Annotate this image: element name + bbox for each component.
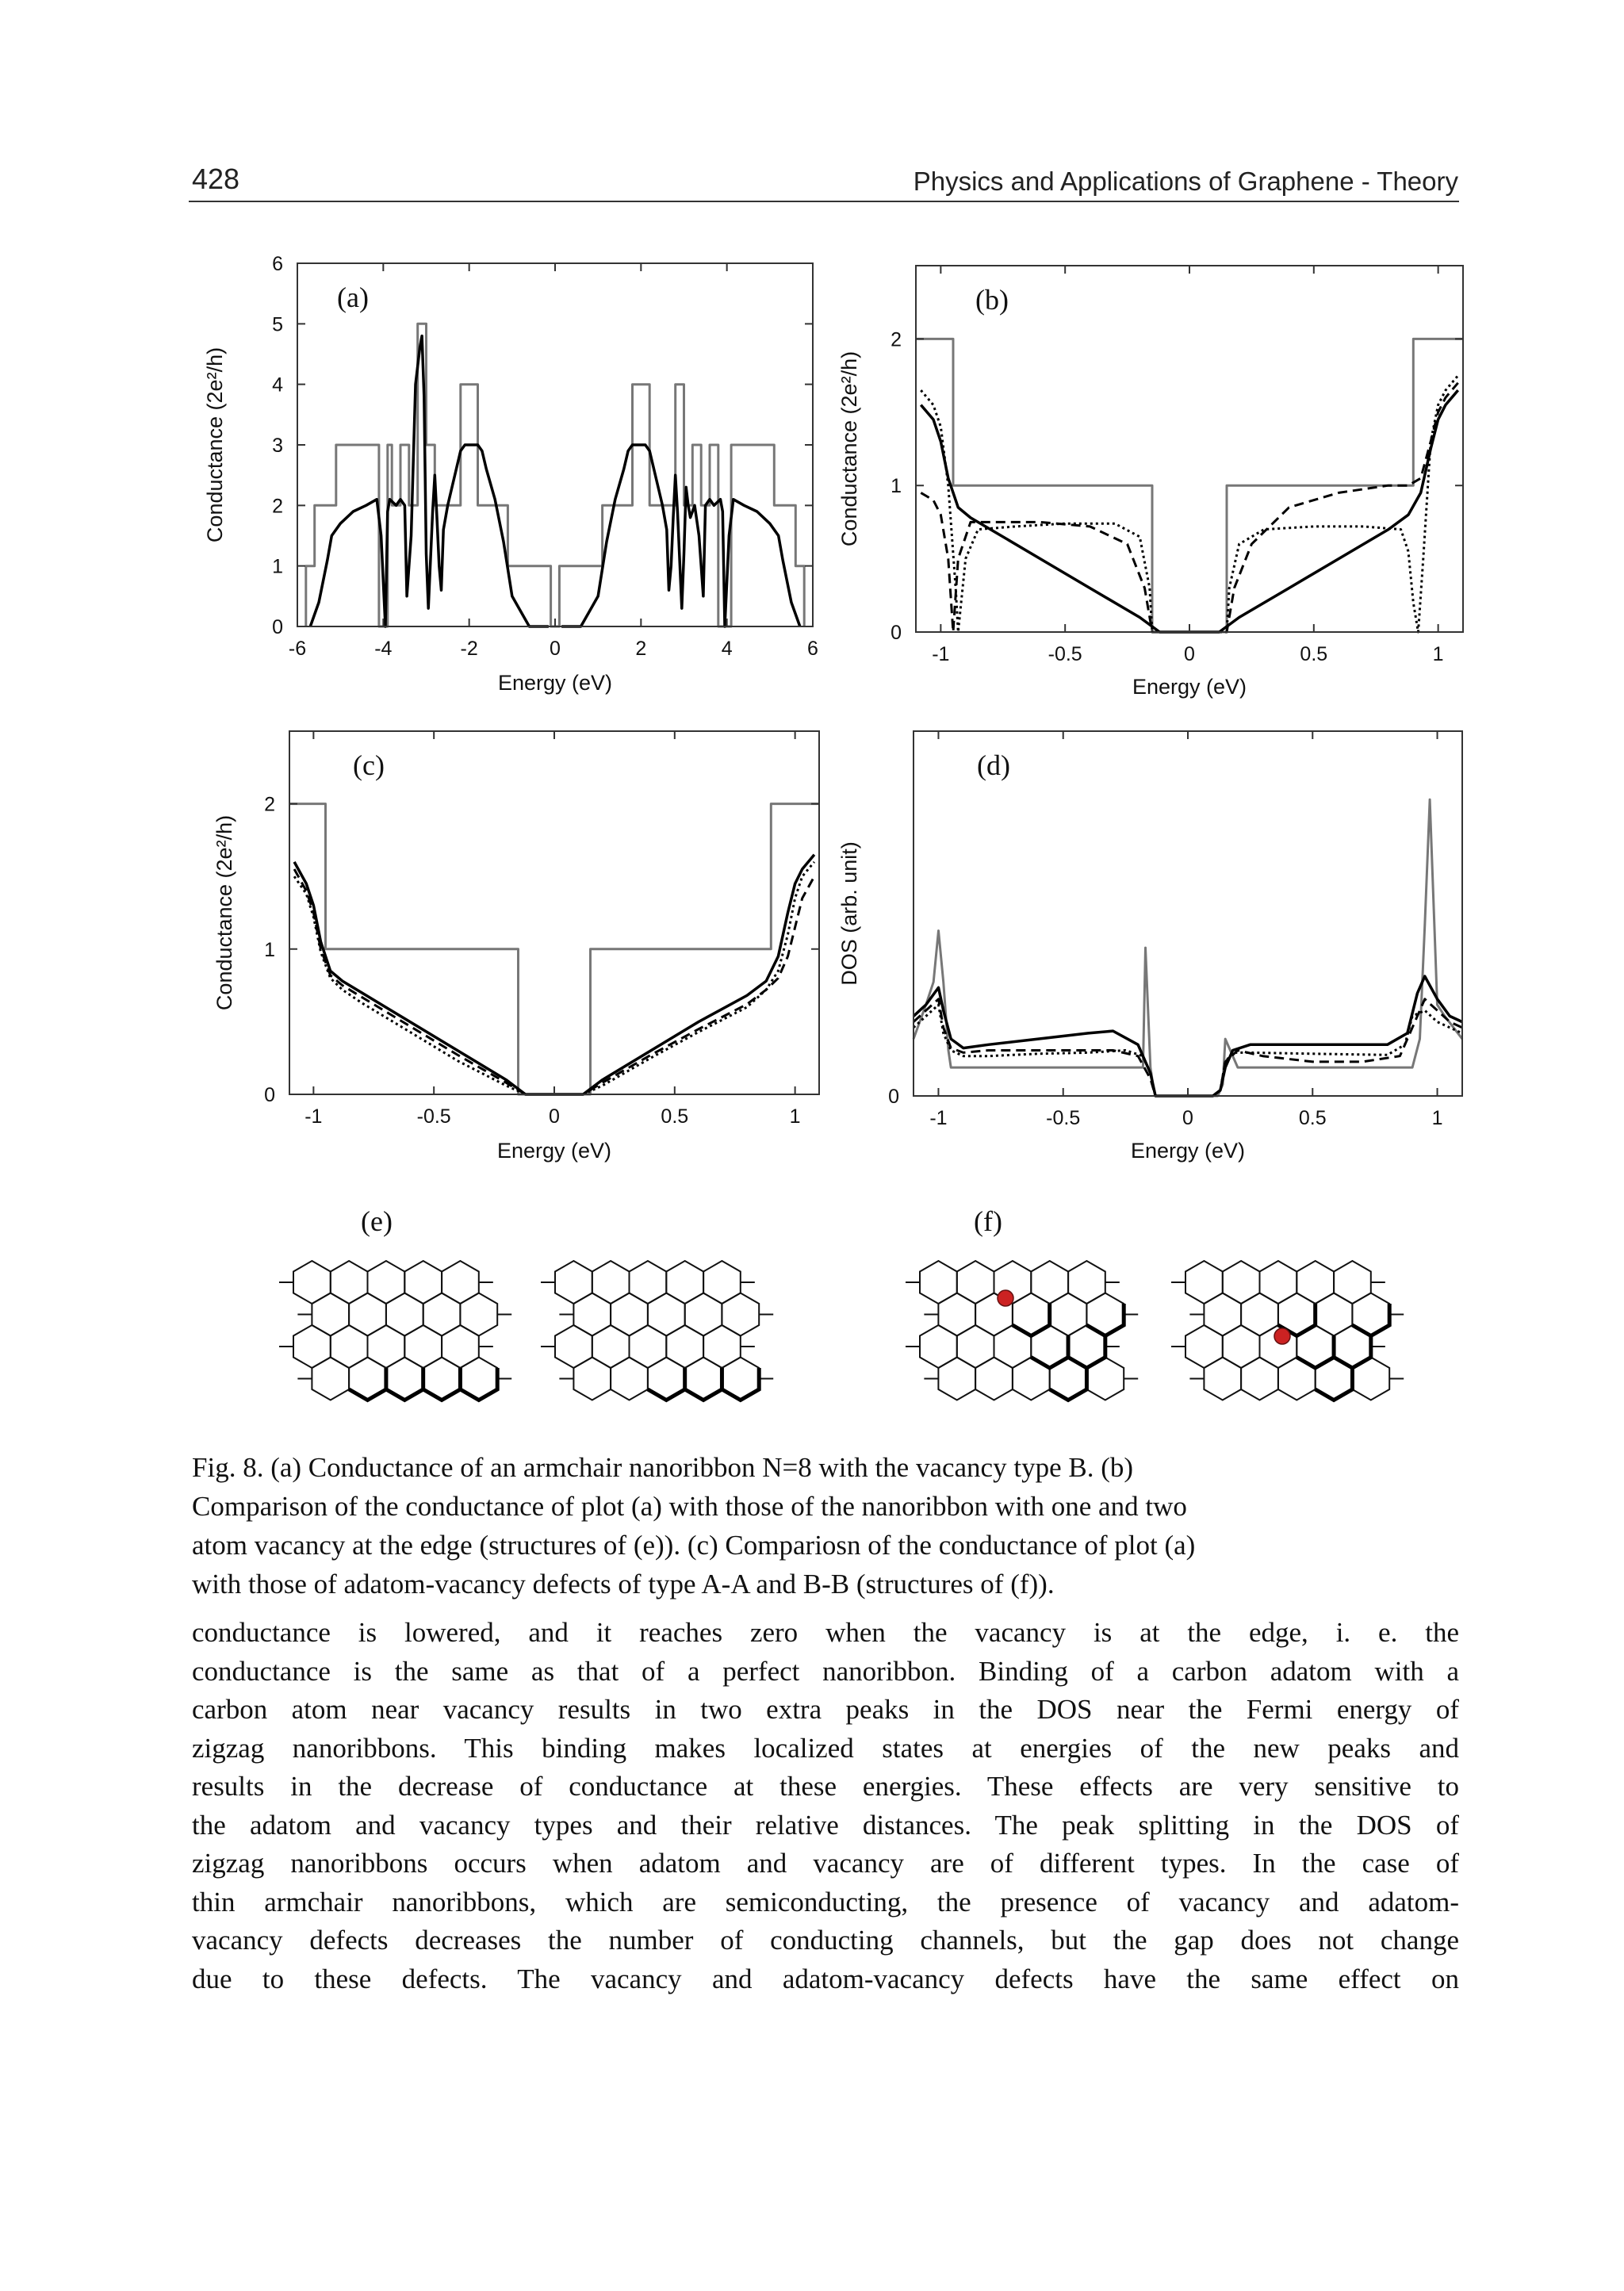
y-tick-label: 0 (888, 1086, 899, 1108)
lattice-hexagon (404, 1325, 442, 1368)
x-tick-label: 0.5 (661, 1105, 689, 1128)
lattice-hexagon (630, 1261, 667, 1304)
y-axis-label: Conductance (2e²/h) (213, 814, 236, 1011)
lattice-hexagon (685, 1293, 722, 1336)
y-axis-label: Conductance (2e²/h) (837, 351, 861, 547)
x-tick-label: -0.5 (1046, 1107, 1081, 1129)
adatom-marker (998, 1290, 1013, 1306)
lattice-hexagon (1068, 1261, 1105, 1304)
lattice-hexagon (920, 1325, 957, 1368)
page-number: 428 (192, 163, 240, 195)
series-line-black-solid (921, 390, 1457, 632)
panel-e-label: (e) (361, 1205, 393, 1237)
lattice-hexagon (331, 1325, 368, 1368)
x-tick-label: -1 (304, 1105, 323, 1128)
defect-bond (1068, 1336, 1105, 1369)
x-tick-label: -0.5 (1048, 643, 1082, 665)
plot-frame (289, 731, 819, 1094)
defect-bond (1316, 1368, 1353, 1400)
defect-bond (460, 1368, 497, 1400)
lattice-panel-e (293, 1193, 864, 1439)
x-tick-label: 4 (721, 638, 733, 660)
body-line: conductance is lowered, and it reaches zero when the vacancy is at the edge, i. e. the (192, 1617, 1459, 1648)
figure-caption (192, 1448, 1461, 1603)
lattice-hexagon (1223, 1325, 1260, 1368)
lattice-hexagon (573, 1293, 611, 1336)
lattice-hexagon (349, 1293, 386, 1336)
lattice-hexagon (920, 1261, 957, 1304)
lattice-hexagon (648, 1293, 685, 1336)
defect-bond (685, 1368, 722, 1400)
y-tick-label: 6 (272, 253, 283, 275)
chart-panel-a (190, 246, 856, 706)
body-line: zigzag nanoribbons occurs when adatom and vacancy are of different types. In the case of (192, 1848, 1459, 1879)
x-axis-label: Energy (eV) (496, 1139, 612, 1163)
x-tick-label: 0 (550, 638, 561, 660)
lattice-hexagon (386, 1293, 423, 1336)
lattice-hexagon (1031, 1261, 1068, 1304)
chart-panel-b (825, 246, 1491, 706)
body-line: zigzag nanoribbons. This binding makes localized states at energies of the new peaks and (192, 1732, 1459, 1764)
lattice-hexagon (1334, 1261, 1371, 1304)
defect-bond (1031, 1336, 1068, 1369)
defect-bond (1334, 1336, 1371, 1369)
lattice-hexagon (938, 1293, 975, 1336)
lattice-hexagon (1241, 1293, 1278, 1336)
lattice-hexagon (368, 1325, 405, 1368)
defect-bond (349, 1368, 386, 1400)
lattice-f-right (1171, 1261, 1404, 1400)
x-axis-label: Energy (eV) (1130, 1139, 1246, 1163)
lattice-hexagon (460, 1293, 497, 1336)
defect-bond (423, 1368, 461, 1400)
panel-label: (b) (975, 284, 1009, 316)
lattice-hexagon (1260, 1261, 1297, 1304)
caption-line: Fig. 8. (a) Conductance of an armchair nanoribbon N=8 with the vacancy type B. (b) (192, 1452, 1134, 1483)
y-tick-label: 2 (891, 328, 902, 351)
x-tick-label: 0 (1184, 643, 1195, 665)
series-line-black-dotted (294, 862, 814, 1094)
defect-bond (648, 1368, 685, 1400)
series-line-black-solid (914, 976, 1462, 1096)
running-title: Physics and Applications of Graphene - Theory (913, 167, 1458, 196)
x-axis-label: Energy (eV) (497, 671, 613, 695)
y-tick-label: 2 (264, 793, 275, 816)
x-tick-label: -4 (374, 638, 393, 660)
lattice-hexagon (1204, 1293, 1241, 1336)
lattice-hexagon (442, 1261, 479, 1304)
lattice-hexagon (703, 1325, 741, 1368)
x-tick-label: -1 (929, 1107, 948, 1129)
x-axis-label: Energy (eV) (1132, 675, 1247, 699)
series-line-black-dotted (921, 376, 1457, 632)
lattice-hexagon (592, 1325, 630, 1368)
lattice-hexagon (611, 1293, 648, 1336)
lattice-hexagon (312, 1358, 349, 1400)
lattice-hexagon (722, 1293, 759, 1336)
lattice-hexagon (1050, 1293, 1087, 1336)
panel-label: (a) (337, 282, 369, 313)
defect-bond (386, 1368, 423, 1400)
body-line: due to these defects. The vacancy and adatom-vacancy defects have the same effect on (192, 1963, 1459, 1994)
plot-frame (914, 731, 1462, 1096)
y-axis-label: Conductance (2e²/h) (203, 347, 227, 543)
panel-label: (d) (977, 749, 1010, 781)
defect-bond (722, 1368, 759, 1400)
chart-panel-c (190, 714, 856, 1174)
lattice-hexagon (555, 1325, 592, 1368)
series-line-black-dashed (921, 383, 1457, 632)
y-tick-label: 1 (272, 555, 283, 578)
x-tick-label: 1 (1431, 1107, 1443, 1129)
lattice-hexagon (1297, 1261, 1334, 1304)
series-line-black-solid (310, 336, 549, 626)
x-tick-label: 0 (1182, 1107, 1193, 1129)
x-tick-label: 0.5 (1300, 643, 1328, 665)
body-line: vacancy defects decreases the number of conducting channels, but the gap does not change (192, 1925, 1459, 1956)
lattice-e-left (279, 1261, 511, 1400)
lattice-hexagon (703, 1261, 741, 1304)
panel-label: (c) (353, 749, 385, 781)
defect-bond (1013, 1304, 1050, 1336)
body-paragraph (192, 1614, 1459, 1998)
x-tick-label: -1 (932, 643, 950, 665)
series-line-gray-solid (914, 799, 1462, 1096)
x-tick-label: -2 (460, 638, 478, 660)
series-line-black-dotted (914, 1005, 1462, 1096)
body-line: results in the decrease of conductance at these energies. These effects are very sensitive to (192, 1771, 1459, 1802)
y-tick-label: 5 (272, 313, 283, 336)
panel-f-label: (f) (974, 1205, 1002, 1237)
lattice-hexagon (331, 1261, 368, 1304)
x-tick-label: 0.5 (1298, 1107, 1327, 1129)
defect-bond (1050, 1368, 1087, 1400)
body-line: the adatom and vacancy types and their relative distances. The peak splitting in the DOS of (192, 1809, 1459, 1841)
defect-bond (1352, 1304, 1389, 1336)
x-tick-label: 2 (635, 638, 647, 660)
series-line-gray-solid (306, 324, 804, 626)
lattice-hexagon (1241, 1358, 1278, 1400)
lattice-hexagon (1185, 1261, 1223, 1304)
lattice-f-left (906, 1261, 1138, 1400)
defect-bond (1086, 1304, 1124, 1336)
caption-line: atom vacancy at the edge (structures of (e)). (c) Compariosn of the conductance of plot (a) (192, 1530, 1196, 1561)
lattice-hexagon (1316, 1293, 1353, 1336)
y-tick-label: 0 (272, 616, 283, 638)
lattice-hexagon (592, 1261, 630, 1304)
series-line-black-dashed (294, 869, 814, 1094)
x-tick-label: 0 (549, 1105, 560, 1128)
lattice-hexagon (423, 1293, 461, 1336)
lattice-hexagon (573, 1358, 611, 1400)
series-line-black-solid (294, 855, 814, 1094)
lattice-hexagon (404, 1261, 442, 1304)
x-tick-label: 1 (1432, 643, 1444, 665)
y-tick-label: 4 (272, 374, 283, 397)
caption-line: with those of adatom-vacancy defects of type A-A and B-B (structures of (f)). (192, 1569, 1055, 1599)
caption-line: Comparison of the conductance of plot (a) with those of the nanoribbon with one and two (192, 1491, 1187, 1522)
lattice-hexagon (293, 1325, 331, 1368)
x-tick-label: 1 (789, 1105, 801, 1128)
lattice-hexagon (666, 1325, 703, 1368)
lattice-hexagon (1185, 1325, 1223, 1368)
lattice-hexagon (630, 1325, 667, 1368)
lattice-hexagon (442, 1325, 479, 1368)
lattice-hexagon (666, 1261, 703, 1304)
series-line-gray-solid (289, 804, 819, 1094)
series-line-gray-solid (916, 339, 1463, 632)
series-line-black-dashed (914, 999, 1462, 1096)
lattice-hexagon (975, 1358, 1013, 1400)
plot-frame (916, 266, 1463, 632)
y-tick-label: 1 (891, 475, 902, 498)
x-tick-label: 6 (807, 638, 818, 660)
lattice-hexagon (293, 1261, 331, 1304)
y-axis-label: DOS (arb. unit) (837, 841, 861, 986)
defect-bond (1297, 1336, 1334, 1369)
y-tick-label: 0 (891, 622, 902, 644)
body-line: thin armchair nanoribbons, which are semiconducting, the presence of vacancy and adatom- (192, 1886, 1459, 1917)
lattice-hexagon (938, 1358, 975, 1400)
lattice-hexagon (611, 1358, 648, 1400)
lattice-panel-f (912, 1193, 1483, 1439)
body-line: carbon atom near vacancy results in two extra peaks in the DOS near the Fermi energy of (192, 1694, 1459, 1725)
lattice-e-right (541, 1261, 773, 1400)
header-rule (189, 201, 1459, 202)
chart-panel-d (825, 714, 1491, 1174)
lattice-hexagon (312, 1293, 349, 1336)
y-tick-label: 0 (264, 1084, 275, 1106)
y-tick-label: 1 (264, 938, 275, 961)
lattice-hexagon (555, 1261, 592, 1304)
lattice-hexagon (1204, 1358, 1241, 1400)
lattice-hexagon (957, 1325, 994, 1368)
y-tick-label: 3 (272, 435, 283, 457)
x-tick-label: -6 (288, 638, 307, 660)
lattice-hexagon (957, 1261, 994, 1304)
x-tick-label: -0.5 (416, 1105, 451, 1128)
lattice-hexagon (368, 1261, 405, 1304)
series-line-black-solid (561, 445, 800, 626)
adatom-marker (1274, 1328, 1290, 1344)
y-tick-label: 2 (272, 495, 283, 518)
lattice-hexagon (1223, 1261, 1260, 1304)
body-line: conductance is the same as that of a perfect nanoribbon. Binding of a carbon adatom with a (192, 1655, 1459, 1687)
